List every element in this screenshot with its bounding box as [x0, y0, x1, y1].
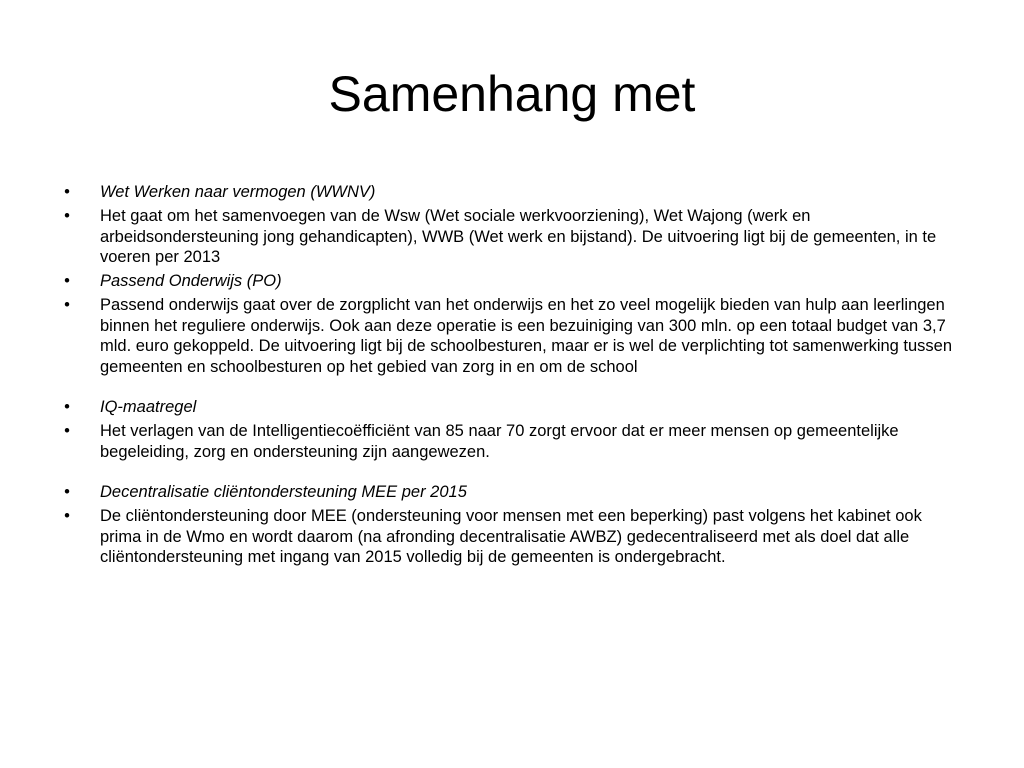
slide-title: Samenhang met [328, 66, 696, 122]
bullet-item-mee-heading [58, 482, 958, 503]
bullet-item-po-heading [58, 271, 958, 292]
bullet-icon: • [64, 507, 70, 525]
bullet-text: IQ-maatregel [100, 398, 197, 416]
bullet-icon: • [64, 207, 70, 225]
bullet-item-iq-heading [58, 397, 958, 418]
bullet-text: Wet Werken naar vermogen (WWNV) [100, 183, 376, 201]
bullet-list [58, 182, 958, 571]
bullet-icon: • [64, 183, 70, 201]
bullet-item-mee-description [58, 506, 958, 568]
bullet-text: Passend onderwijs gaat over de zorgplicht van het onderwijs en het zo veel mogelijk bieden van hulp aan leerlingen binnen het reguliere onderwijs. Ook aan deze operatie is een bezuiniging van 300 mln. op een totaal budget van 3,7 mld. euro gekoppeld. De uitvoering ligt bij de schoolbesturen, maar er is wel de verplichting tot samenwerking tussen gemeenten en schoolbesturen op het gebied van zorg in en om de school [100, 296, 953, 376]
bullet-item-wwnv-description [58, 206, 958, 268]
bullet-icon: • [64, 272, 70, 290]
bullet-item-po-description [58, 295, 958, 377]
bullet-text: De cliëntondersteuning door MEE (ondersteuning voor mensen met een beperking) past volgens het kabinet ook prima in de Wmo en wordt daarom (na afronding decentralisatie AWBZ) gedecentraliseerd met als doel dat alle cliëntondersteuning met ingang van 2015 volledig bij de gemeenten is ondergebracht. [100, 507, 922, 566]
bullet-icon: • [64, 483, 70, 501]
bullet-text: Decentralisatie cliëntondersteuning MEE per 2015 [100, 483, 467, 501]
bullet-icon: • [64, 398, 70, 416]
bullet-icon: • [64, 296, 70, 314]
bullet-icon: • [64, 422, 70, 440]
bullet-text: Het verlagen van de Intelligentiecoëfficiënt van 85 naar 70 zorgt ervoor dat er meer mensen op gemeentelijke begeleiding, zorg en ondersteuning zijn aangewezen. [100, 422, 899, 461]
bullet-text: Passend Onderwijs (PO) [100, 272, 282, 290]
bullet-item-iq-description [58, 421, 958, 462]
bullet-item-wwnv-heading [58, 182, 958, 203]
bullet-text: Het gaat om het samenvoegen van de Wsw (Wet sociale werkvoorziening), Wet Wajong (werk en arbeidsondersteuning jong gehandicapten), WWB (Wet werk en bijstand). De uitvoering ligt bij de gemeenten, in te voeren per 2013 [100, 207, 937, 266]
